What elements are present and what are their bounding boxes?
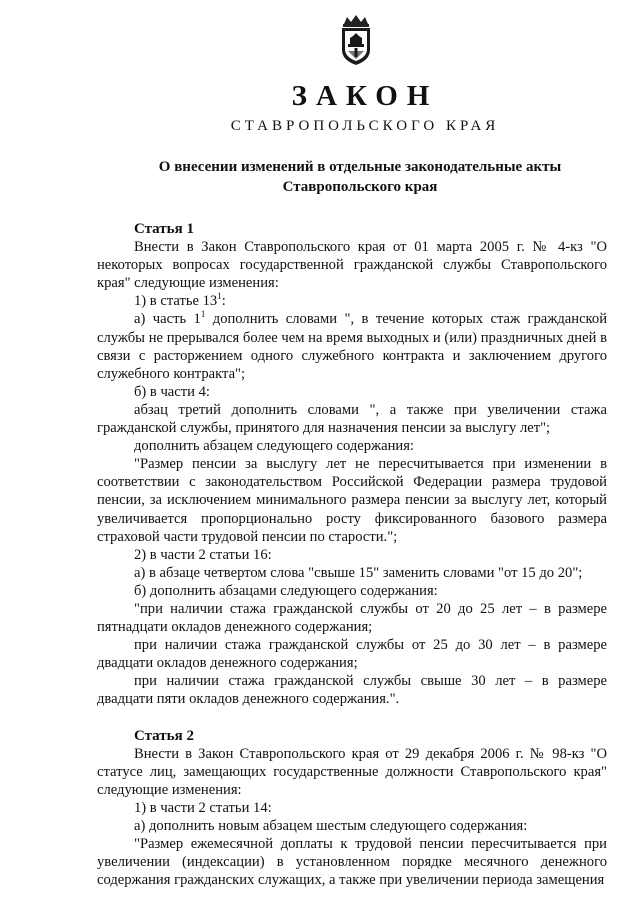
article-1-paragraph: б) дополнить абзацами следующего содержания: xyxy=(134,582,438,599)
article-1-paragraph: при наличии стажа гражданской службы от 25 до 30 лет – в размере двадцати окладов денежного содержания; xyxy=(97,637,607,672)
article-2-paragraph: а) дополнить новым абзацем шестым следующего содержания: xyxy=(134,818,528,834)
document-title: ЗАКОН xyxy=(291,80,439,112)
article-1-paragraph: "Размер пенсии за выслугу лет не пересчитывается при изменении в соответствии с законодательством Российской Федерации размера трудовой пенсии, за исключением минимального размера пенсии за выслугу лет, который увеличивается пропорционально росту фиксированного базового размера страховой части трудовой пенсии по старости."; xyxy=(97,456,607,545)
law-body xyxy=(97,220,607,889)
law-subject-line-2: Ставропольского края xyxy=(282,179,438,195)
document-region: СТАВРОПОЛЬСКОГО КРАЯ xyxy=(230,118,500,134)
article-2-heading: Статья 2 xyxy=(134,727,194,744)
article-1-paragraph: 2) в части 2 статьи 16: xyxy=(134,546,272,563)
article-2-paragraph: Внести в Закон Ставропольского края от 29 декабря 2006 г. № 98-кз "О статусе лиц, замещающих государственные должности Ставропольского края" следующие изменения: xyxy=(97,745,607,798)
article-1-heading: Статья 1 xyxy=(134,221,194,237)
article-1-paragraph: б) в части 4: xyxy=(134,383,210,400)
article-1-paragraph: Внести в Закон Ставропольского края от 01 марта 2005 г. № 4-кз "О некоторых вопросах государственной гражданской службы Ставропольского края" следующие изменения: xyxy=(97,239,607,292)
article-1-paragraph: при наличии стажа гражданской службы свыше 30 лет – в размере двадцати пяти окладов денежного содержания.". xyxy=(97,673,607,708)
article-1-paragraph: дополнить абзацем следующего содержания: xyxy=(134,438,414,455)
law-subject-line-1: О внесении изменений в отдельные законодательные акты xyxy=(158,159,562,175)
article-1-paragraph: а) в абзаце четвертом слова "свыше 15" заменить словами "от 15 до 20"; xyxy=(134,564,583,581)
article-2-paragraph: "Размер ежемесячной доплаты к трудовой пенсии пересчитывается при увеличении (индексации) в установленном порядке месячного денежного содержания гражданских служащих, а также при увеличении периода замещения xyxy=(97,836,607,889)
stavropol-coat-of-arms-icon xyxy=(336,14,376,66)
article-1-paragraph: абзац третий дополнить словами ", а также при увеличении стажа гражданской службы, принятого для назначения пенсии за выслугу лет"; xyxy=(97,401,607,437)
article-1-paragraph: 1) в статье $13^1$: xyxy=(134,291,226,310)
law-subject xyxy=(100,157,620,197)
article-1-paragraph: "при наличии стажа гражданской службы от 20 до 25 лет – в размере пятнадцати окладов денежного содержания; xyxy=(97,600,607,636)
article-2-paragraph: 1) в части 2 статьи 14: xyxy=(134,799,272,816)
article-1-paragraph: а) часть $1^1$ дополнить словами ", в течение которых стаж гражданской службы не прерывался более чем на время выходных и (или) праздничных дней в связи с расторжением одного служебного контракта и заключением другого служебного контракта"; xyxy=(97,309,607,382)
